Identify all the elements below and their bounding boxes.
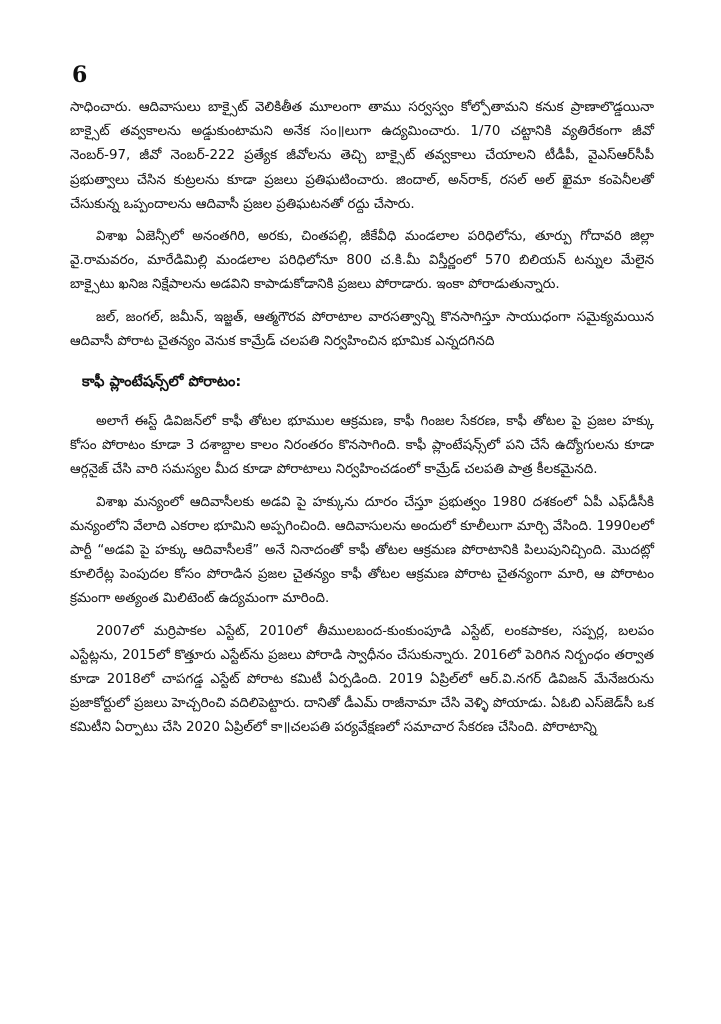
section-heading-coffee-plantations: కాఫీ ప్లాంటేషన్స్‌లో పోరాటం: <box>82 374 242 391</box>
paragraph-east-division: అలాగే ఈస్ట్ డివిజన్‌లో కాఫీ తోటల భూముల ఆక్రమణ, కాఫీ గింజల సేకరణ, కాఫీ తోటల పై ప్రజల హక్కు కోసం పోరాటం కూడా 3 దశాబ్దాల కాలం నిరంతరం కొనసాగింది. కాఫీ ప్లాంటేషన్స్‌లో పని చేసే ఉద్యోగులను కూడా ఆర్గనైజ్ చేసి వారి సమస్యల మీద కూడా పోరాటాలు నిర్వహించడంలో కామ్రేడ్ చలపతి పాత్ర కీలకమైనది. <box>70 414 654 478</box>
paragraph-jal-jangal-jameen: జల్, జంగల్, జమీన్, ఇజ్జత్, ఆత్మగౌరవ పోరాటాల వారసత్వాన్ని కొనసాగిస్తూ సాయుధంగా సమైక్యమయిన ఆదివాసీ పోరాట చైతన్యం వెనుక కామ్రేడ్ చలపతి నిర్వహించిన భూమిక ఎన్నదగినది <box>70 309 654 349</box>
paragraph-visakha-manyam: విశాఖ మన్యంలో ఆదివాసీలకు అడవి పై హక్కును దూరం చేస్తూ ప్రభుత్వం 1980 దశకంలో ఏపీ ఎఫ్‌డీసీకి మన్యంలోని వేలాది ఎకరాల భూమిని అప్పగించింది. ఆదివాసులను అందులో కూలీలుగా మార్చి వేసింది. 1990లలో పార్టీ “అడవి పై హక్కు ఆదివాసీలకే” అనే నినాదంతో కాఫీ తోటల ఆక్రమణ పోరాటానికి పిలుపునిచ్చింది. మొదట్లో కూలిరేట్ల పెంపుదల కోసం పోరాడిన ప్రజల చైతన్యం కాఫీ తోటల ఆక్రమణ పోరాట చైతన్యంగా మారి, ఆ పోరాటం క్రమంగా అత్యంత మిలిటెంట్ ఉద్యమంగా మారింది. <box>70 494 654 607</box>
paragraph-bauxite-reserves: విశాఖ ఏజెన్సీలో అనంతగిరి, అరకు, చింతపల్లి, జీకేవీధి మండలాల పరిధిలోను, తూర్పు గోదావరి జిల్లా వై.రామవరం, మారేడిమిల్లి మండలాల పరిధిలోనూ 800 చ.కి.మీ విస్తీర్ణంలో 570 బిలియన్ టన్నుల మేలైన బాక్సైటు ఖనిజ నిక్షేపాలను అడవిని కాపాడుకోడానికి ప్రజలు పోరాడారు. ఇంకా పోరాడుతున్నారు. <box>70 229 654 293</box>
page-number: 6 <box>72 62 88 88</box>
paragraph-bauxite-struggle: సాధించారు. ఆదివాసులు బాక్సైట్ వెలికితీత మూలంగా తాము సర్వస్వం కోల్పోతామని కనుక ప్రాణాలొడ్డయినా బాక్సైట్ తవ్వకాలను అడ్డుకుంటామని అనేక సం॥లుగా ఉద్యమించారు. 1/70 చట్టానికి వ్యతిరేకంగా జీవో నెంబర్-97, జీవో నెంబర్-222 ప్రత్యేక జీవోలను తెచ్చి బాక్సైట్ తవ్వకాలు చేయాలని టీడీపీ, వైఎస్ఆర్‌సీపీ ప్రభుత్వాలు చేసిన కుట్రలను కూడా ప్రజలు ప్రతిఘటించారు. జిందాల్, అన్‌రాక్, రసల్ అల్ ఖైమా కంపెనీలతో చేసుకున్న ఒప్పందాలను ఆదివాసీ ప్రజల ప్రతిఘటనతో రద్దు చేసారు. <box>70 100 654 212</box>
body-text <box>70 96 654 749</box>
paragraph-estates-timeline: 2007లో మర్రిపాకల ఎస్టేట్, 2010లో తీములబంద-కుంకుంపూడి ఎస్టేట్, లంకపాకల, సప్పర్ల, బలపం ఎస్టేట్లను, 2015లో కొత్తూరు ఎస్టేట్‌ను ప్రజలు పోరాడి స్వాధీనం చేసుకున్నారు. 2016లో పెరిగిన నిర్బంధం తర్వాత కూడా 2018లో చాపగడ్డ ఎస్టేట్ పోరాట కమిటీ ఏర్పడింది. 2019 ఏప్రిల్‌లో ఆర్.వి.నగర్ డివిజన్ మేనేజరును ప్రజాకోర్టులో ప్రజలు హెచ్చరించి వదిలిపెట్టారు. దానితో డీఎమ్ రాజీనామా చేసి వెళ్ళి పోయాడు. ఏఓబి ఎస్‌జెడ్‌సీ ఒక కమిటీని ఏర్పాటు చేసి 2020 ఏప్రిల్‌లో కా॥చలపతి పర్యవేక్షణలో సమాచార సేకరణ చేసింది. పోరాటాన్ని <box>70 623 655 736</box>
